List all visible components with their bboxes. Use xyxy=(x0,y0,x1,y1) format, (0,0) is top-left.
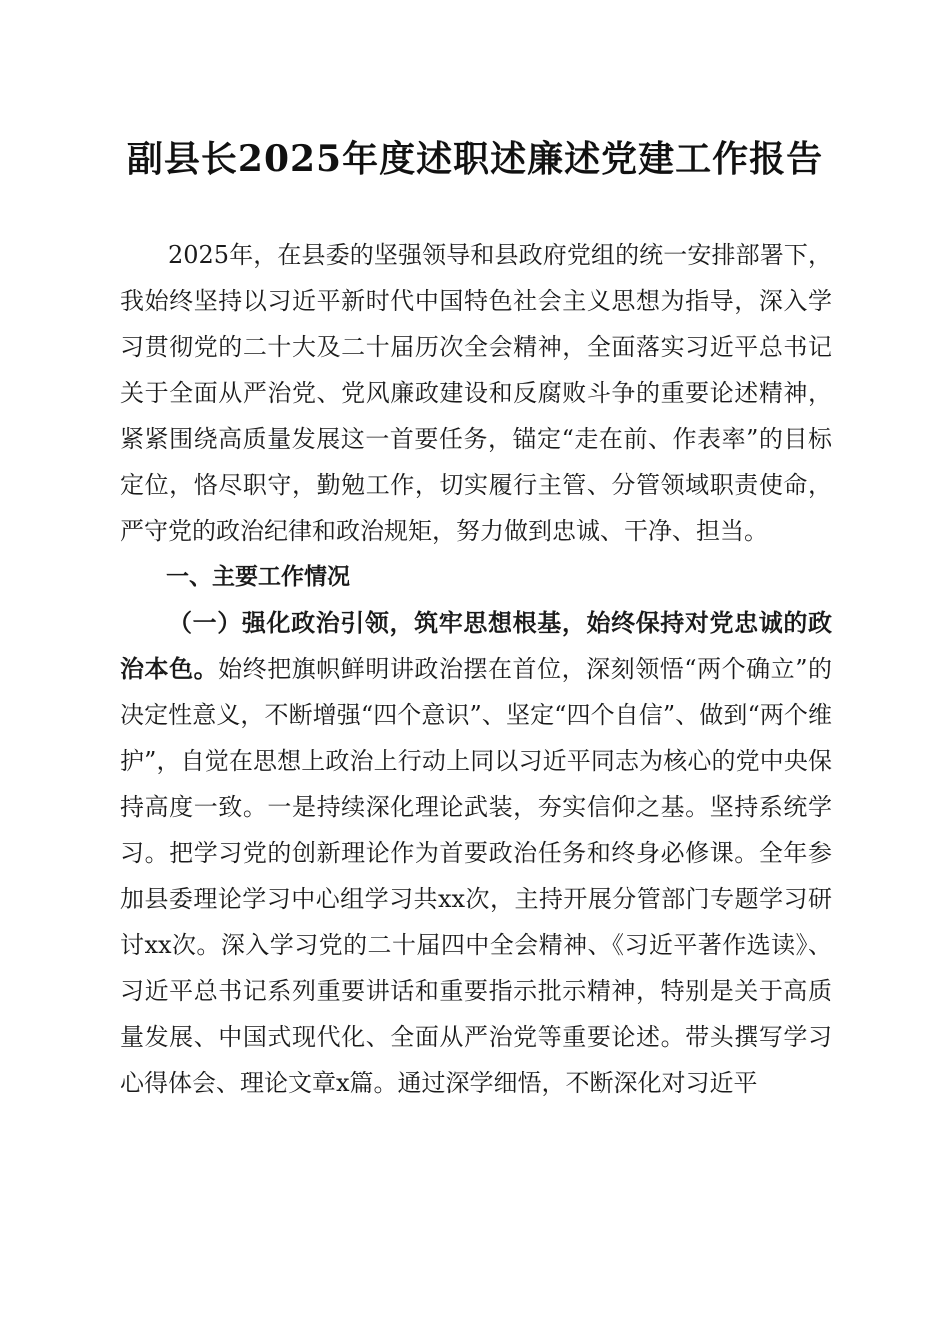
page-title: 副县长2025年度述职述廉述党建工作报告 xyxy=(126,138,824,180)
intro-paragraph: 2025年，在县委的坚强领导和县政府党组的统一安排部署下，我始终坚持以习近平新时代中国特色社会主义思想为指导，深入学习贯彻党的二十大及二十届历次全会精神，全面落实习近平总书记关于全面从严治党、党风廉政建设和反腐败斗争的重要论述精神，紧紧围绕高质量发展这一首要任务，锚定“走在前、作表率”的目标定位，恪尽职守，勤勉工作，切实履行主管、分管领域职责使命，严守党的政治纪律和政治规矩，努力做到忠诚、干净、担当。 xyxy=(120,241,832,545)
document-body xyxy=(120,232,832,1106)
subsection-paragraph-political-leadership xyxy=(120,600,832,1106)
section-heading-main-work: 一、主要工作情况 xyxy=(166,564,350,590)
subsection-heading: （一）强化政治引领，筑牢思想根基，始终保持对党忠诚的政治本色。 xyxy=(120,608,832,683)
subsection-text: 始终把旗帜鲜明讲政治摆在首位，深刻领悟“两个确立”的决定性意义，不断增强“四个意识”、坚定“四个自信”、做到“两个维护”，自觉在思想上政治上行动上同以习近平同志为核心的党中央保持高度一致。一是持续深化理论武装，夯实信仰之基。坚持系统学习。把学习党的创新理论作为首要政治任务和终身必修课。全年参加县委理论学习中心组学习共xx次，主持开展分管部门专题学习研讨xx次。深入学习党的二十届四中全会精神、《习近平著作选读》、习近平总书记系列重要讲话和重要指示批示精神，特别是关于高质量发展、中国式现代化、全面从严治党等重要论述。带头撰写学习心得体会、理论文章x篇。通过深学细悟，不断深化对习近平 xyxy=(120,655,832,1097)
